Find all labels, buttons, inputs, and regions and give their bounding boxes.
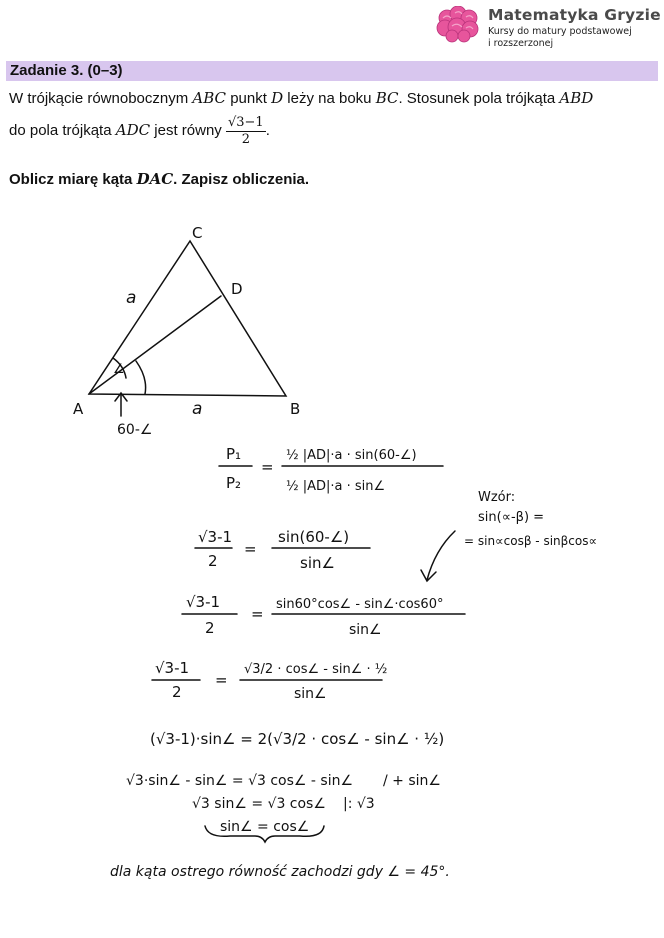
angle-dac-label: ∠	[113, 362, 125, 377]
note-arrow	[421, 531, 455, 581]
ratio-numerator: √3−1	[227, 114, 264, 130]
side-ac-label: a	[126, 288, 137, 308]
text-segment: leży na boku	[287, 90, 372, 107]
task-title: Zadanie 3. (0–3)	[10, 62, 123, 79]
step7-operation: |: √3	[343, 796, 375, 812]
brand-title: Matematyka Gryzie	[488, 6, 661, 24]
step1-lhs-numerator: P₁	[226, 445, 242, 463]
text-segment: . Stosunek pola trójkąta	[398, 90, 556, 107]
text-segment: Oblicz miarę kąta	[9, 171, 133, 188]
math-bc: BC	[375, 89, 399, 107]
math-adc: ADC	[115, 121, 151, 139]
math-d: D	[271, 89, 284, 107]
vertex-a-label: A	[73, 400, 84, 418]
step3-lhs-denominator: 2	[205, 619, 215, 637]
note-line-1: sin(∝-β) =	[478, 510, 545, 525]
step3-lhs-numerator: √3-1	[186, 593, 221, 611]
text-segment: jest równy	[154, 122, 222, 139]
svg-text:=: =	[261, 458, 274, 476]
step1-rhs-denominator: ½ |AD|·a · sin∠	[286, 479, 386, 494]
step7-equation: √3 sin∠ = √3 cos∠	[192, 796, 326, 812]
step2-lhs-denominator: 2	[208, 552, 218, 570]
angle-bad-label: 60-∠	[117, 422, 153, 438]
side-ab-label: a	[192, 399, 203, 419]
step4-lhs-numerator: √3-1	[155, 659, 190, 677]
math-dac: DAC	[136, 170, 174, 188]
step1-lhs-denominator: P₂	[226, 474, 242, 492]
brand-subtitle-line2: i rozszerzonej	[488, 38, 554, 49]
step2-rhs-numerator: sin(60-∠)	[278, 528, 350, 546]
vertex-b-label: B	[290, 400, 301, 418]
step3-rhs-numerator: sin60°cos∠ - sin∠·cos60°	[276, 597, 444, 612]
step1-rhs-numerator: ½ |AD|·a · sin(60-∠)	[286, 448, 417, 463]
step2-rhs-denominator: sin∠	[300, 554, 335, 572]
step3-rhs-denominator: sin∠	[349, 622, 382, 638]
math-abc: ABC	[192, 89, 227, 107]
step5-equation: (√3-1)·sin∠ = 2(√3/2 · cos∠ - sin∠ · ½)	[150, 730, 445, 748]
step4-rhs-denominator: sin∠	[294, 686, 327, 702]
text-segment: punkt	[230, 90, 267, 107]
svg-text:=: =	[251, 605, 264, 623]
step4-lhs-denominator: 2	[172, 683, 182, 701]
step2-lhs-numerator: √3-1	[198, 528, 233, 546]
angle-pointer-arrow	[115, 393, 127, 416]
vertex-d-label: D	[231, 280, 243, 298]
math-abd: ABD	[559, 89, 594, 107]
svg-text:=: =	[215, 671, 228, 689]
text-segment: W trójkącie równobocznym	[9, 90, 189, 107]
ratio-denominator: 2	[241, 131, 250, 147]
step6-operation: / + sin∠	[383, 773, 441, 789]
angle-arc-bad	[136, 361, 146, 394]
brand-subtitle-line1: Kursy do matury podstawowej	[488, 26, 632, 37]
text-segment: do pola trójkąta	[9, 122, 112, 139]
step6-equation: √3·sin∠ - sin∠ = √3 cos∠ - sin∠	[126, 773, 354, 789]
step8-equation: sin∠ = cos∠	[220, 819, 310, 835]
conclusion-text: dla kąta ostrego równość zachodzi gdy ∠ = 45°.	[110, 864, 450, 880]
svg-text:=: =	[244, 540, 257, 558]
step4-rhs-numerator: √3/2 · cos∠ - sin∠ · ½	[244, 662, 388, 677]
segment-ad	[89, 296, 221, 394]
note-line-2: = sin∝cosβ - sinβcos∝	[464, 534, 598, 548]
text-segment: .	[265, 122, 270, 139]
text-segment: . Zapisz obliczenia.	[173, 171, 310, 188]
note-title: Wzór:	[478, 490, 516, 505]
vertex-c-label: C	[192, 224, 203, 242]
